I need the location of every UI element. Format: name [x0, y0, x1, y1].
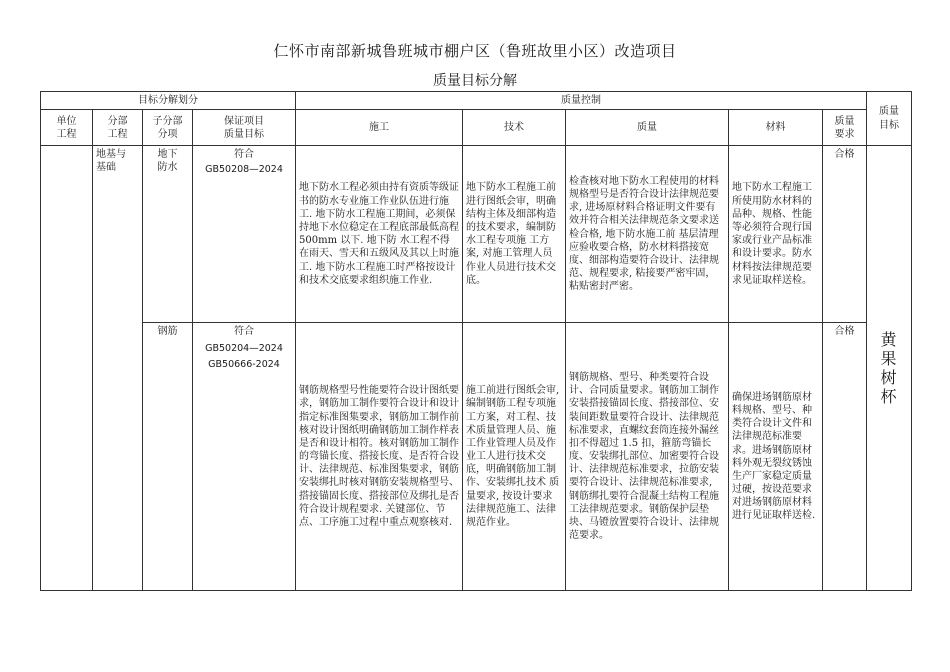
material-cell: 确保进场钢筋原材料规格、型号、种类符合设计文件和法律规范标准要求。进场钢筋原材料外观无裂纹锈蚀生产厂家稳定质量过硬，按设范要求对进场钢筋原材料进行见证取样送检. [729, 323, 823, 591]
standard-code: GB50204—2024 GB50666-2024 [205, 343, 283, 370]
header-technology: 技术 [463, 110, 566, 146]
header-row-group [41, 92, 912, 110]
header-material: 材料 [729, 110, 823, 146]
header-quality-requirement: 质量 要求 [823, 110, 867, 146]
construction-cell: 钢筋规格型号性能要符合设计图纸要求，钢筋加工制作要符合设计和设计指定标准图集要求，钢筋加工制作前核对设计图纸明确钢筋加工制作样表是否和设计相符。核对钢筋加工制作的弯锚长度、搭接长度、是否符合设计、法律规范、标准图集要求，钢筋安装绑扎时核对钢筋安装规格型号、搭接锚固长度、搭接部位及绑扎是否符合设计规程要求. 关键部位、节点、工序施工过程中重点观察核对. [296, 323, 463, 591]
construction-cell: 地下防水工程必须由持有资质等级证书的防水专业施工作业队伍进行施工. 地下防水工程施工期间，必须保持地下水位稳定在工程底部最低高程 500mm 以下. 地下防 水工程不得在雨天、雪天和五级风及其以上时施工. 地下防水工程施工时严格按设计和技术交底要求组织施工作业. [296, 146, 463, 323]
quality-requirement-cell: 合格 [823, 323, 867, 591]
header-row-columns [41, 110, 912, 146]
sub-item-cell: 地下 防水 [143, 146, 193, 323]
part-name-cell: 地基与 基础 [93, 146, 143, 591]
header-target-breakdown: 目标分解划分 [41, 92, 296, 110]
table-row [41, 146, 912, 323]
header-unit-project: 单位 工程 [41, 110, 93, 146]
unit-project-cell [41, 146, 93, 591]
header-quality-control: 质量控制 [296, 92, 867, 110]
conform-text: 符合 [234, 326, 254, 338]
standard-code: GB50208—2024 [205, 164, 283, 176]
guarantee-cell [193, 323, 296, 591]
sub-item-cell: 钢筋 [143, 323, 193, 591]
guarantee-cell [193, 146, 296, 323]
quality-requirement-cell: 合格 [823, 146, 867, 323]
header-construction: 施工 [296, 110, 463, 146]
technology-cell: 地下防水工程施工前进行图纸会审，明确结构主体及细部构造的技术要求，编制防水工程专项施 工方案, 对施工管理人员作业人员进行技术交底。 [463, 146, 566, 323]
quality-cell: 检查核对地下防水工程使用的材料规格型号是否符合设计法律规范要求, 进场原材料合格证明文件要有效并符合相关法律规范条文要求送检合格, 地下防水施工前 基层清理应验收要合格，防水材料搭接宽度、细部构造要符合设计、法律规范、规程要求, 粘接要严密牢固，粘贴密封严密。 [566, 146, 729, 323]
table-row [41, 323, 912, 591]
technology-cell: 施工前进行图纸会审, 编制钢筋工程专项施工方案，对工程、技术质量管理人员、施工作业管理人员及作业工人进行技术交底，明确钢筋加工制作、安装绑扎技术 质量要求, 按设计要求法律规范施工、法律规范作业。 [463, 323, 566, 591]
header-sub-part-project: 分部 工程 [93, 110, 143, 146]
quality-cell: 钢筋规格、型号、种类要符合设计、合同质量要求。钢筋加工制作安装搭接锚固长度、搭接部位、安装间距数量要符合设计、法律规范标准要求，直螺纹套筒连接外漏丝扣不得超过 1.5 扣，箍筋弯锚长度、安装绑扎部位、加密要符合设计、法律规范标准要求，拉筋安装要符合设计、法律规范标准要求, 钢筋绑扎要符合混凝土结构工程施工法律规范要求。钢筋保护层垫块、马镫放置要符合设计、法律规范要求。 [566, 323, 729, 591]
header-quality: 质量 [566, 110, 729, 146]
header-guarantee-item: 保证项目 质量目标 [193, 110, 296, 146]
material-cell: 地下防水工程施工所使用防水材料的品种、规格、性能等必须符合现行国家或行业产品标准和设计要求。防水材料按法律规范要求见证取样送检。 [729, 146, 823, 323]
document-subtitle: 质量目标分解 [433, 73, 517, 89]
quality-target-cell: 黄 果 树 杯 [867, 146, 912, 591]
header-quality-target: 质量 目标 [867, 92, 912, 146]
header-sub-item: 子分部 分项 [143, 110, 193, 146]
document-title: 仁怀市南部新城鲁班城市棚户区（鲁班故里小区）改造项目 [273, 42, 677, 60]
quality-target-table [40, 91, 912, 591]
conform-text: 符合 [234, 149, 254, 161]
